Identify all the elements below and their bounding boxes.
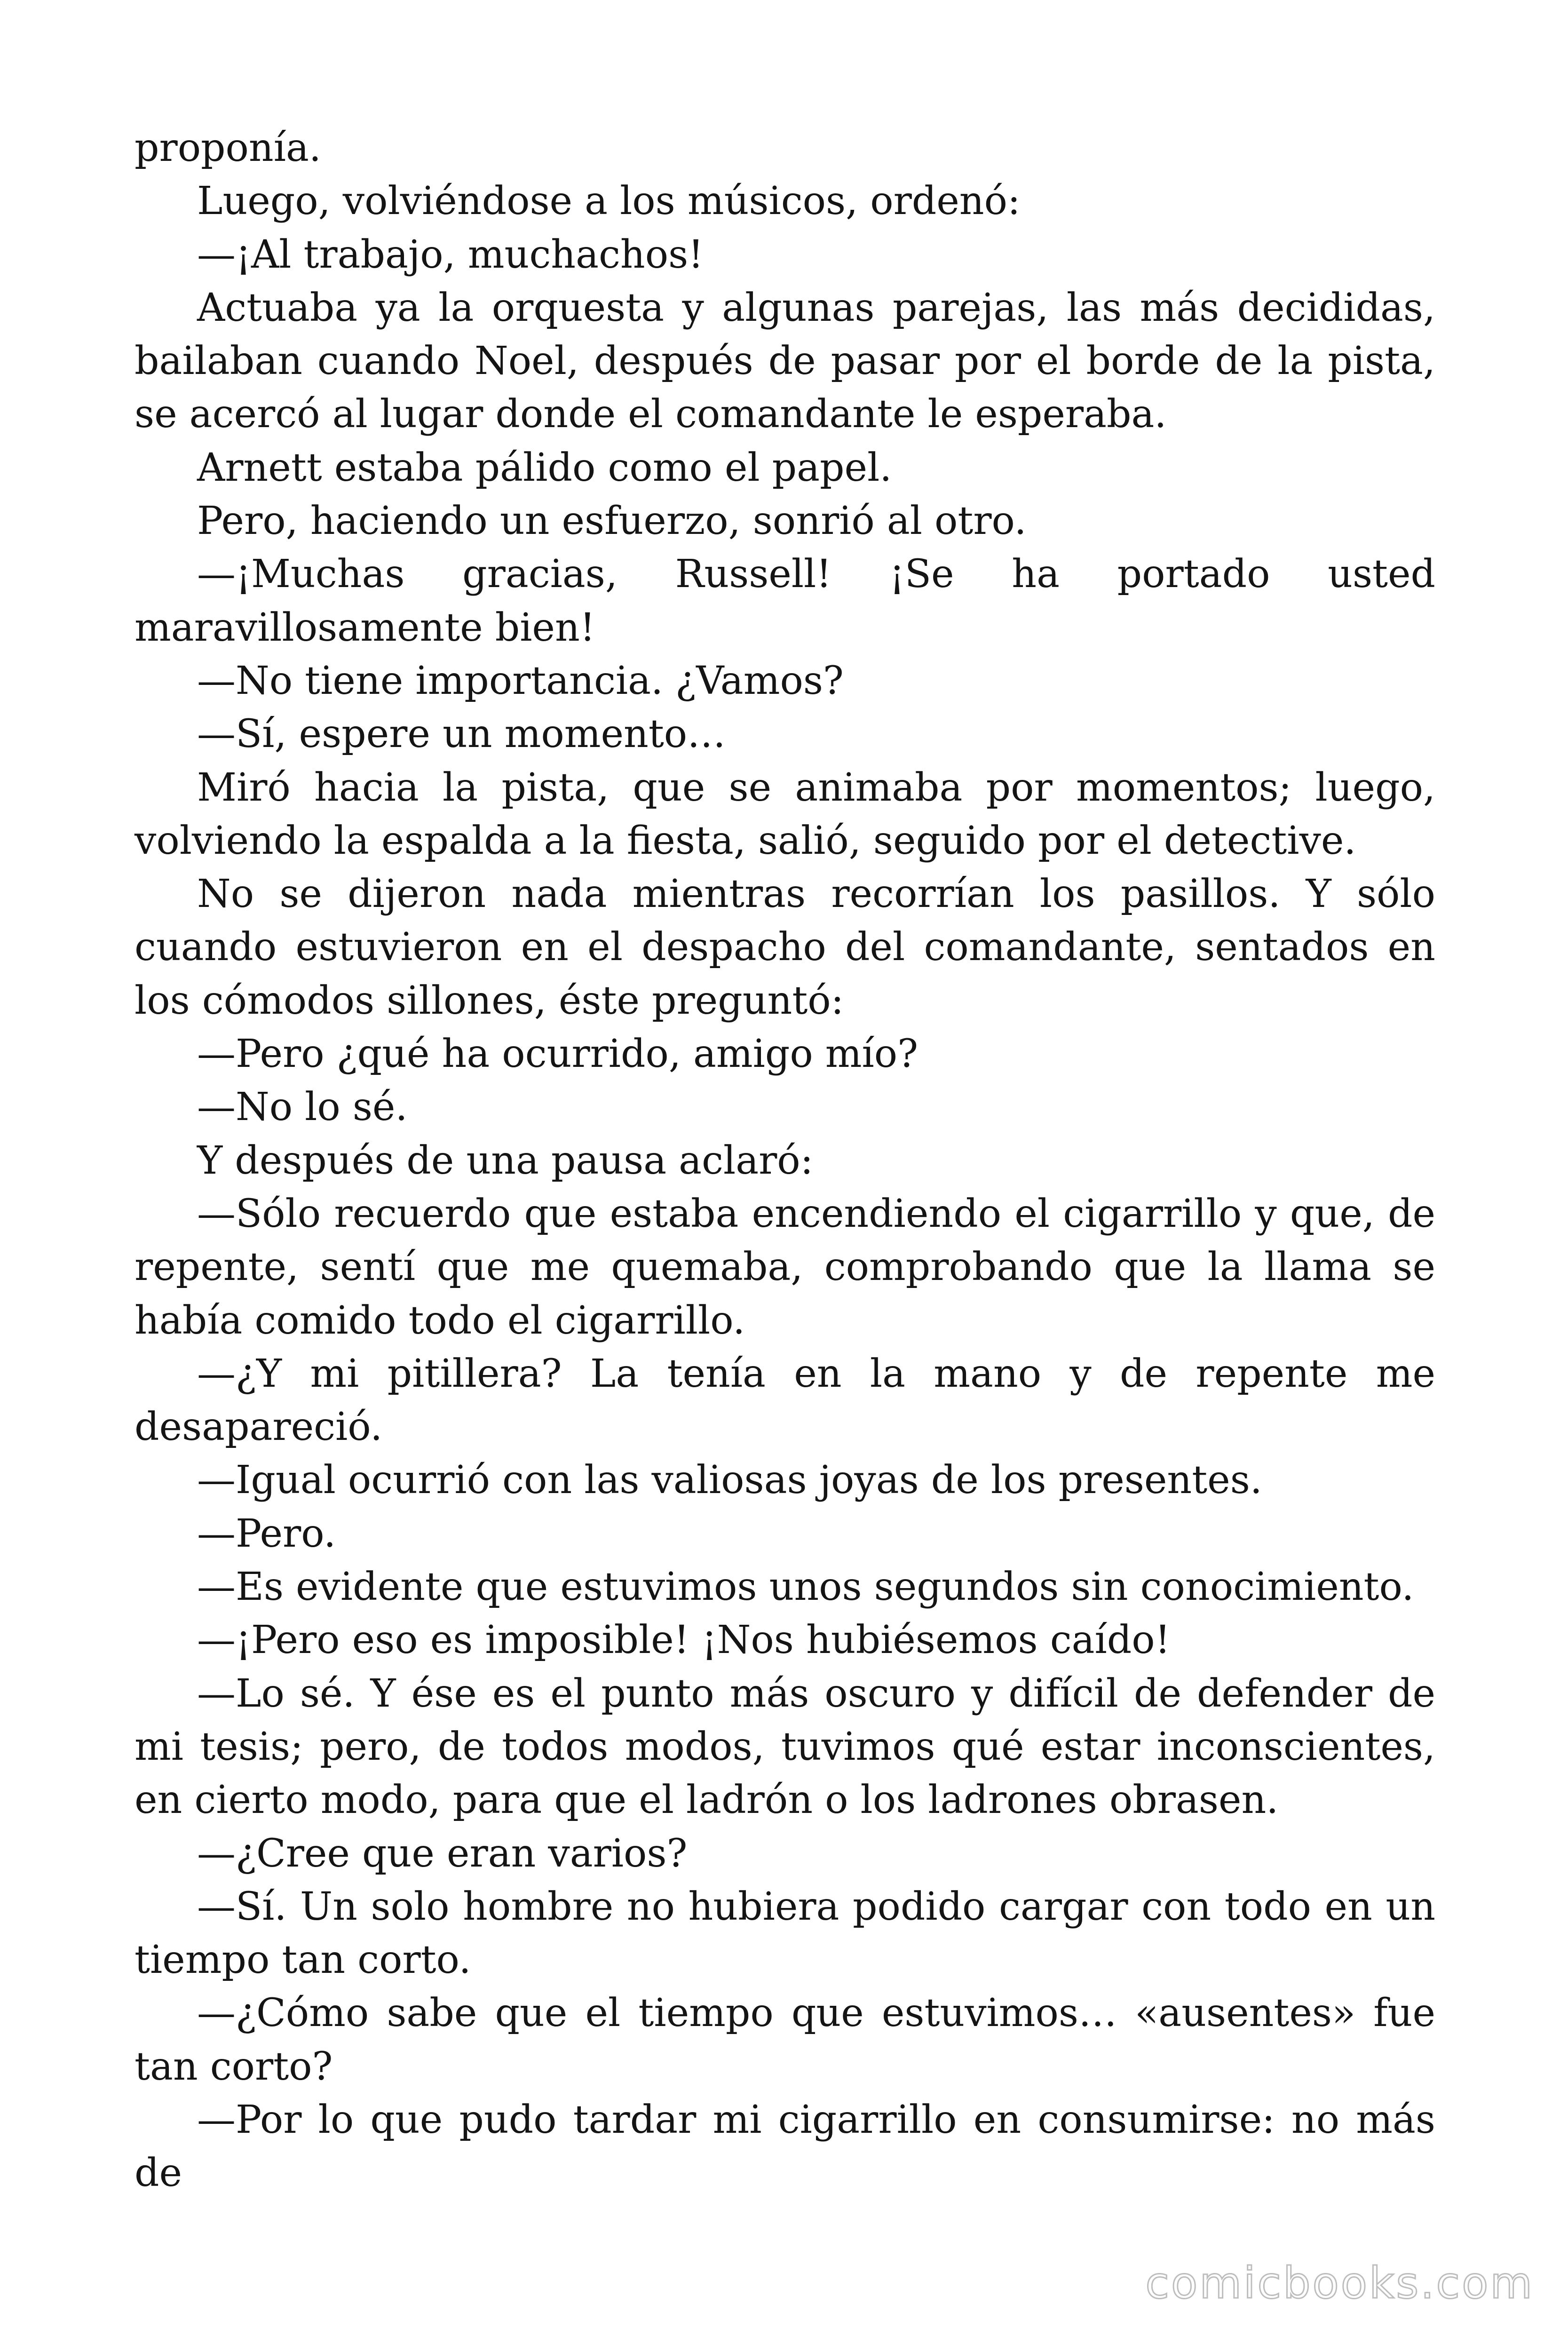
paragraph: proponía. (135, 126, 321, 170)
paragraph: Miró hacia la pista, que se animaba por momentos; luego, volviendo la espalda a la fiesta, salió, seguido por el detective. (135, 765, 1435, 863)
paragraph: —¡Muchas gracias, Russell! ¡Se ha portado usted maravillosamente bien! (135, 552, 1435, 650)
paragraph: Y después de una pausa aclaró: (197, 1138, 814, 1183)
paragraph: —¿Cree que eran varios? (197, 1831, 688, 1876)
paragraph: —Igual ocurrió con las valiosas joyas de los presentes. (197, 1458, 1262, 1503)
paragraph: —¡Pero eso es imposible! ¡Nos hubiésemos caído! (197, 1618, 1171, 1663)
paragraph: —Sí. Un solo hombre no hubiera podido cargar con todo en un tiempo tan corto. (135, 1884, 1435, 1983)
paragraph: —Pero ¿qué ha ocurrido, amigo mío? (197, 1032, 919, 1077)
body-text (135, 121, 1435, 2200)
paragraph: —No tiene importancia. ¿Vamos? (197, 658, 844, 703)
paragraph: —Por lo que pudo tardar mi cigarrillo en consumirse: no más de (135, 2097, 1435, 2196)
watermark: comicbooks.com (1145, 2258, 1534, 2308)
paragraph: —Lo sé. Y ése es el punto más oscuro y difícil de defender de mi tesis; pero, de todos modos, tuvimos qué estar inconscientes, en cierto modo, para que el ladrón o los ladrones obrasen. (135, 1671, 1435, 1823)
paragraph: —No lo sé. (197, 1085, 408, 1130)
paragraph: Luego, volviéndose a los músicos, ordenó: (197, 179, 1021, 224)
paragraph: No se dijeron nada mientras recorrían los pasillos. Y sólo cuando estuvieron en el despacho del comandante, sentados en los cómodos sillones, éste preguntó: (135, 872, 1435, 1023)
paragraph: Pero, haciendo un esfuerzo, sonrió al otro. (197, 499, 1027, 544)
paragraph: —¡Al trabajo, muchachos! (197, 232, 704, 277)
paragraph: —¿Y mi pitillera? La tenía en la mano y de repente me desapareció. (135, 1351, 1435, 1450)
paragraph: Actuaba ya la orquesta y algunas parejas, las más decididas, bailaban cuando Noel, después de pasar por el borde de la pista, se acercó al lugar donde el comandante le esperaba. (135, 285, 1435, 437)
paragraph: —Sí, espere un momento… (197, 712, 726, 757)
paragraph: —Pero. (197, 1511, 336, 1556)
paragraph: Arnett estaba pálido como el papel. (197, 445, 892, 490)
paragraph: —¿Cómo sabe que el tiempo que estuvimos… «ausentes» fue tan corto? (135, 1991, 1435, 2089)
paragraph: —Sólo recuerdo que estaba encendiendo el cigarrillo y que, de repente, sentí que me quemaba, comprobando que la llama se había comido todo el cigarrillo. (135, 1191, 1435, 1343)
paragraph: —Es evidente que estuvimos unos segundos sin conocimiento. (197, 1565, 1414, 1610)
